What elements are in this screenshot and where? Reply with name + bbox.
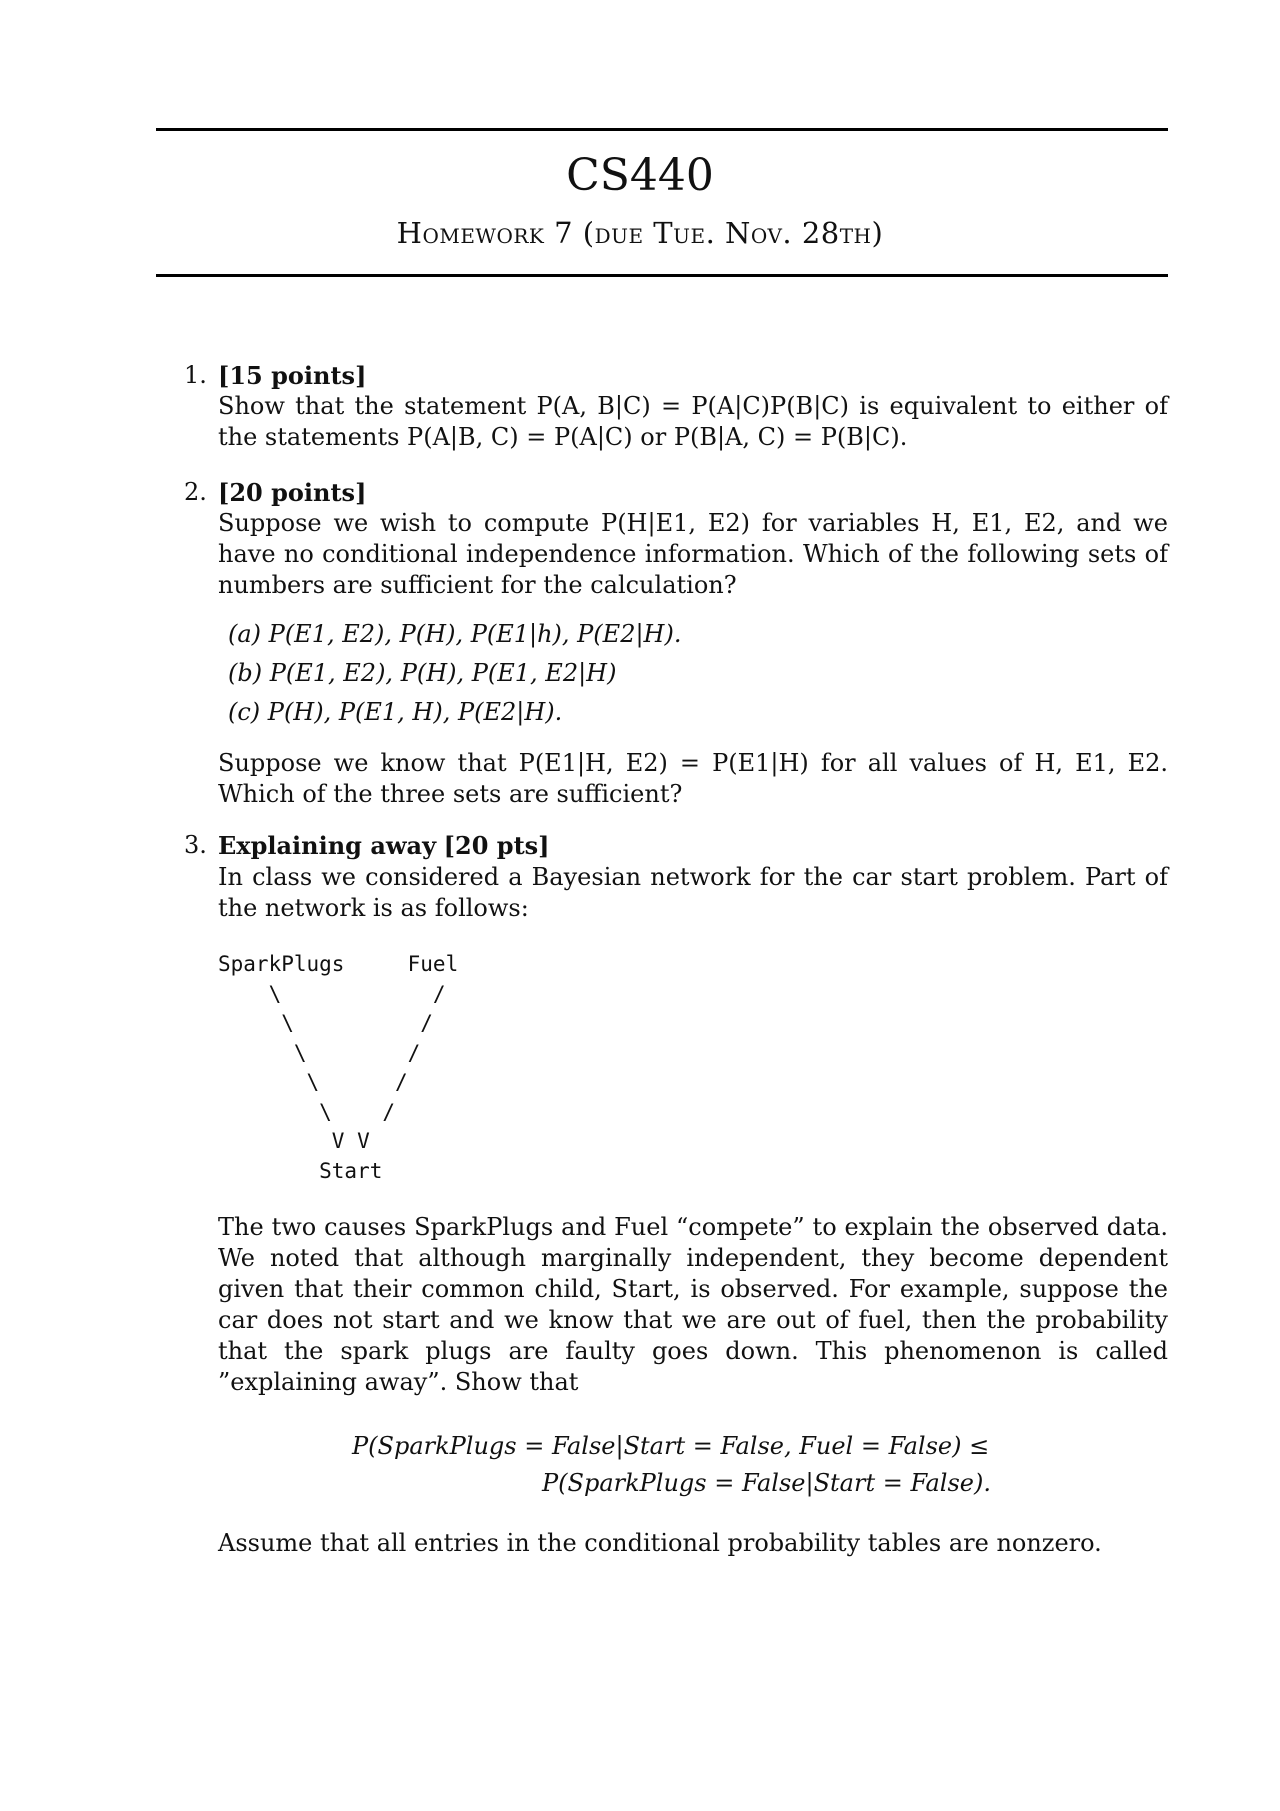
problem-heading: [15 points] xyxy=(218,361,367,390)
problem-number: 2. xyxy=(184,478,207,506)
homework-subtitle: Homework 7 (due Tue. Nov. 28th) xyxy=(396,216,884,250)
problem-2 xyxy=(184,477,1168,810)
option-b: (b) P(E1, E2), P(H), P(E1, E2|H) xyxy=(228,659,617,687)
closing-note: Assume that all entries in the conditional probability tables are nonzero. xyxy=(218,1529,1102,1557)
header-top-rule xyxy=(156,128,1168,131)
equation-line-2: P(SparkPlugs = False|Start = False). xyxy=(542,1469,991,1497)
problem-heading: [20 points] xyxy=(218,478,367,507)
problem-3 xyxy=(184,830,1168,1559)
problem-followup: Suppose we know that P(E1|H, E2) = P(E1|H) for all values of H, E1, E2. Which of the three sets are sufficient? xyxy=(218,749,1168,808)
course-title: CS440 xyxy=(566,150,714,201)
problem-number: 1. xyxy=(184,361,207,389)
problem-intro: Suppose we wish to compute P(H|E1, E2) for variables H, E1, E2, and we have no conditional independence information. Which of the following sets of numbers are sufficient for the calculation? xyxy=(218,509,1168,599)
option-c: (c) P(H), P(E1, H), P(E2|H). xyxy=(228,698,563,726)
problem-intro: In class we considered a Bayesian network for the car start problem. Part of the network is as follows: xyxy=(218,863,1168,922)
problem-number: 3. xyxy=(184,831,207,859)
problem-heading-row xyxy=(218,830,1168,862)
header-bottom-rule xyxy=(156,274,1168,277)
option-a: (a) P(E1, E2), P(H), P(E1|h), P(E2|H). xyxy=(228,620,682,648)
equation-line-1: P(SparkPlugs = False|Start = False, Fuel = False) ≤ xyxy=(352,1432,990,1460)
problem-points: [20 pts] xyxy=(443,831,550,860)
inequality-equation xyxy=(218,1428,1168,1502)
bayes-network-diagram: SparkPlugs Fuel \ / \ / \ / \ / \ / V V Start xyxy=(218,952,459,1183)
explaining-away-paragraph: The two causes SparkPlugs and Fuel “compete” to explain the observed data. We noted that although marginally independent, they become dependent given that their common child, Start, is observed. For example, suppose the car does not start and we know that we are out of fuel, then the probability that the spark plugs are faulty goes down. This phenomenon is called ”explaining away”. Show that xyxy=(218,1213,1168,1396)
problem-list xyxy=(184,360,1168,1559)
problem-1 xyxy=(184,360,1168,453)
problem-heading: Explaining away xyxy=(218,831,437,860)
option-list xyxy=(228,619,1168,728)
problem-text: Show that the statement P(A, B|C) = P(A|C)P(B|C) is equivalent to either of the statements P(A|B, C) = P(A|C) or P(B|A, C) = P(B|C). xyxy=(218,392,1168,451)
